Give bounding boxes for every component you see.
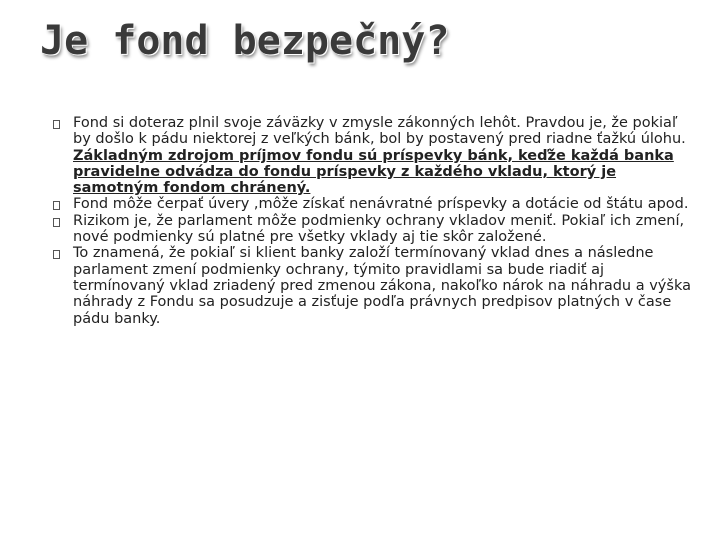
bullet-text: Fond môže čerpať úvery ,môže získať nenávratné príspevky a dotácie od štátu apod. (73, 196, 689, 213)
square-bullet-icon (53, 120, 60, 129)
bullet-emphasis-text: Základným zdrojom príjmov fondu sú príspevky bánk, keďže každá banka pravidelne odvádza do fondu príspevky z každého vkladu, ktorý je samotným fondom chránený. (73, 147, 674, 197)
slide-title: Je fond bezpečný? (40, 18, 450, 64)
bullet-text: To znamená, že pokiaľ si klient banky založí termínovaný vklad dnes a následne parlament zmení podmienky ochrany, týmito pravidlami sa bude riadiť aj termínovaný vklad zriadený pred zmenou zákona, nakoľko nárok na náhradu a výška náhrady z Fondu sa posudzuje a zisťuje podľa právnych predpisov platných v čase pádu banky. (73, 245, 691, 327)
bullet-item-2 (52, 196, 692, 212)
square-bullet-icon (53, 201, 60, 210)
bullet-list (52, 115, 692, 327)
square-bullet-icon (53, 218, 60, 227)
bullet-text: Fond si doteraz plnil svoje záväzky v zmysle zákonných lehôt. Pravdou je, že pokiaľ by došlo k pádu niektorej z veľkých bánk, bol by postavený pred riadne ťažkú úlohu. (73, 115, 686, 148)
bullet-item-1 (52, 115, 692, 196)
square-bullet-icon (53, 250, 60, 259)
bullet-item-4 (52, 245, 692, 326)
bullet-text: Rizikom je, že parlament môže podmienky ochrany vkladov meniť. Pokiaľ ich zmení, nové podmienky sú platné pre všetky vklady aj tie skôr založené. (73, 212, 685, 246)
bullet-item-3 (52, 213, 692, 246)
